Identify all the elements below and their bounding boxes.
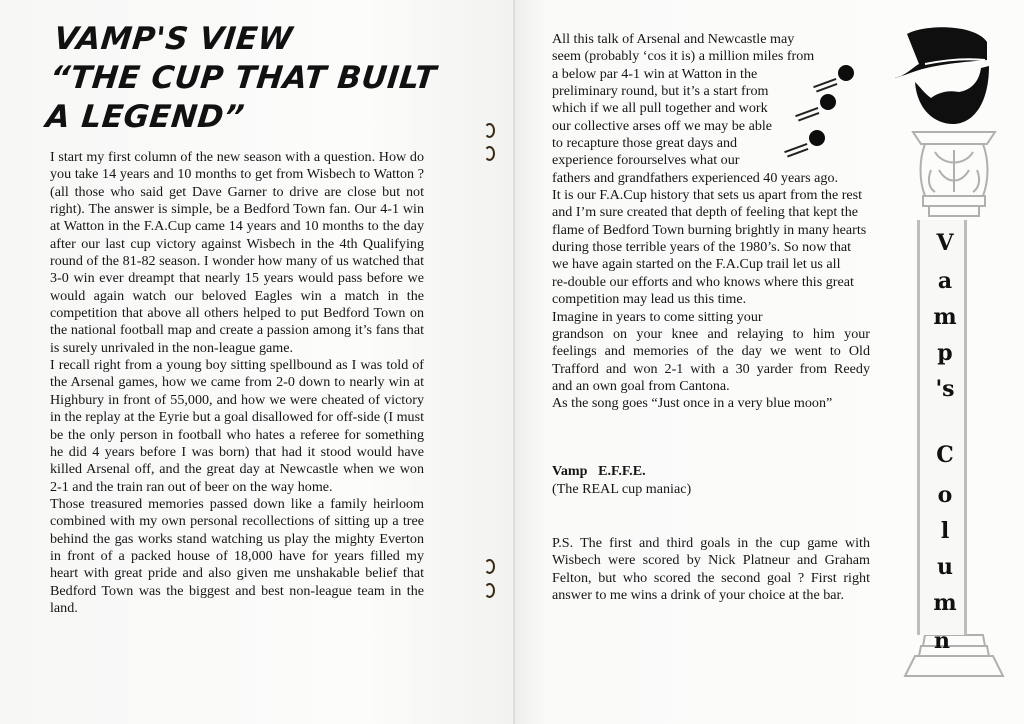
paragraph: I start my first column of the new season with a question. How do you take 14 years and 10 months to get from Wisbech to Watton ? (all those who said get Dave Garner to drive are close but not right). The answer is simple, be a Bedford Town fan. Our 4-1 win at Watton in the F.A.Cup came 14 years and 10 months to the day after our last cup victory against Wisbech in the 4th Qualifying round of the 81-82 season. I wonder how many of us watched that 3-0 win ever dreampt that nearly 15 years would pass before we would again watch our beloved Eagles win a match in the competition that above all others helped to put Bedford Town on the national football map and create a passion among it’s fans that is surely unrivaled in the non-league game. — [50, 149, 424, 356]
text-line: competition may lead us this time. — [552, 291, 747, 308]
staple-icon — [484, 583, 495, 598]
banner-letter: n — [934, 628, 950, 654]
banner-letter: m — [933, 590, 957, 616]
banner-letter: a — [937, 268, 953, 294]
left-body-text — [50, 149, 424, 617]
staple-icon — [484, 146, 495, 161]
headline-line: “THE CUP THAT BUILT — [48, 60, 439, 96]
author-name: Vamp — [552, 463, 588, 479]
paragraph: Those treasured memories passed down like a family heirloom combined with my own personal recollections of sitting up a tree behind the gas works stand watching us play the mighty Everton in front of a packed house of 18,000 have for years filled my heart with great pride and also given me unshakable belief that Bedford Town was the biggest and best non-league team in the land. — [50, 495, 424, 616]
staple-icon — [484, 559, 495, 574]
column-illustration — [895, 20, 1015, 700]
text-line: and an own goal from Cantona. — [552, 377, 730, 394]
postscript — [552, 535, 870, 604]
text-line: As the song goes “Just once in a very blue moon” — [552, 395, 833, 412]
text-line: a below par 4-1 win at Watton in the — [552, 65, 758, 82]
text-line: during those terrible years of the 1980’s. So now that — [552, 239, 852, 256]
text-line: to recapture those great days and — [552, 135, 738, 152]
staple-icon — [484, 123, 495, 138]
text-line: re-double our efforts and who knows where this great — [552, 273, 854, 290]
postscript-text: P.S. The first and third goals in the cup game with Wisbech were scored by Nick Platneur and Graham Felton, but who scored the second goal ? First right answer to me wins a drink of your choice at the bar. — [552, 535, 870, 604]
author-signature — [552, 462, 691, 480]
text-line: seem (probably ‘cos it is) a million miles from — [552, 48, 815, 65]
banner-letter: p — [937, 340, 953, 366]
banner-letter: V — [936, 230, 954, 256]
headline-line: VAMP'S VIEW — [52, 21, 295, 57]
banner-letter: o — [937, 482, 953, 508]
column-shaft — [917, 220, 967, 635]
text-line: feelings and memories of the day we went to Old — [552, 343, 870, 360]
paragraph: I recall right from a young boy sitting spellbound as I was told of the Arsenal games, how we came from 2-0 down to nearly win at Highbury in front of 55,000, and how we were cheated of victory in the replay at the Eyrie but a goal disallowed for off-side (I must be the only person in football who hates a referee for something he did 4 years before I was born) that had it stood would have killed Arsenal off, and the great day at Newcastle when we won 2-1 and the train ran out of beer on the way home. — [50, 357, 424, 495]
text-line: we have again started on the F.A.Cup trail let us all — [552, 256, 841, 273]
text-line: experience forourselves what our — [552, 152, 740, 169]
headline-line: A LEGEND” — [44, 99, 247, 135]
text-line: our collective arses off we may be able — [552, 117, 773, 134]
banner-letter: 's — [935, 376, 955, 402]
text-line: flame of Bedford Town burning brightly in many hearts — [552, 221, 867, 238]
text-line: grandson on your knee and relaying to him your — [552, 325, 870, 342]
banner-letter: C — [936, 442, 954, 468]
text-line: preliminary round, but it’s a start from — [552, 83, 769, 100]
article-headline — [44, 20, 476, 137]
text-line: It is our F.A.Cup history that sets us apart from the rest — [552, 187, 863, 204]
signature-block — [552, 462, 691, 498]
text-line: Imagine in years to come sitting your — [552, 308, 763, 325]
banner-letter: l — [940, 518, 950, 544]
text-line: Trafford and won 2-1 with a 30 yarder from Reedy — [552, 360, 870, 377]
text-line: fathers and grandfathers experienced 40 years ago. — [552, 169, 839, 186]
banner-letter: u — [937, 554, 953, 580]
text-line: which if we all pull together and work — [552, 100, 768, 117]
text-line: and I’m sure created that depth of feeling that kept the — [552, 204, 859, 221]
author-initials: E.F.F.E. — [598, 463, 646, 479]
author-tagline: (The REAL cup maniac) — [552, 481, 692, 497]
banner-letter: m — [933, 304, 957, 330]
text-line: All this talk of Arsenal and Newcastle may — [552, 31, 795, 47]
